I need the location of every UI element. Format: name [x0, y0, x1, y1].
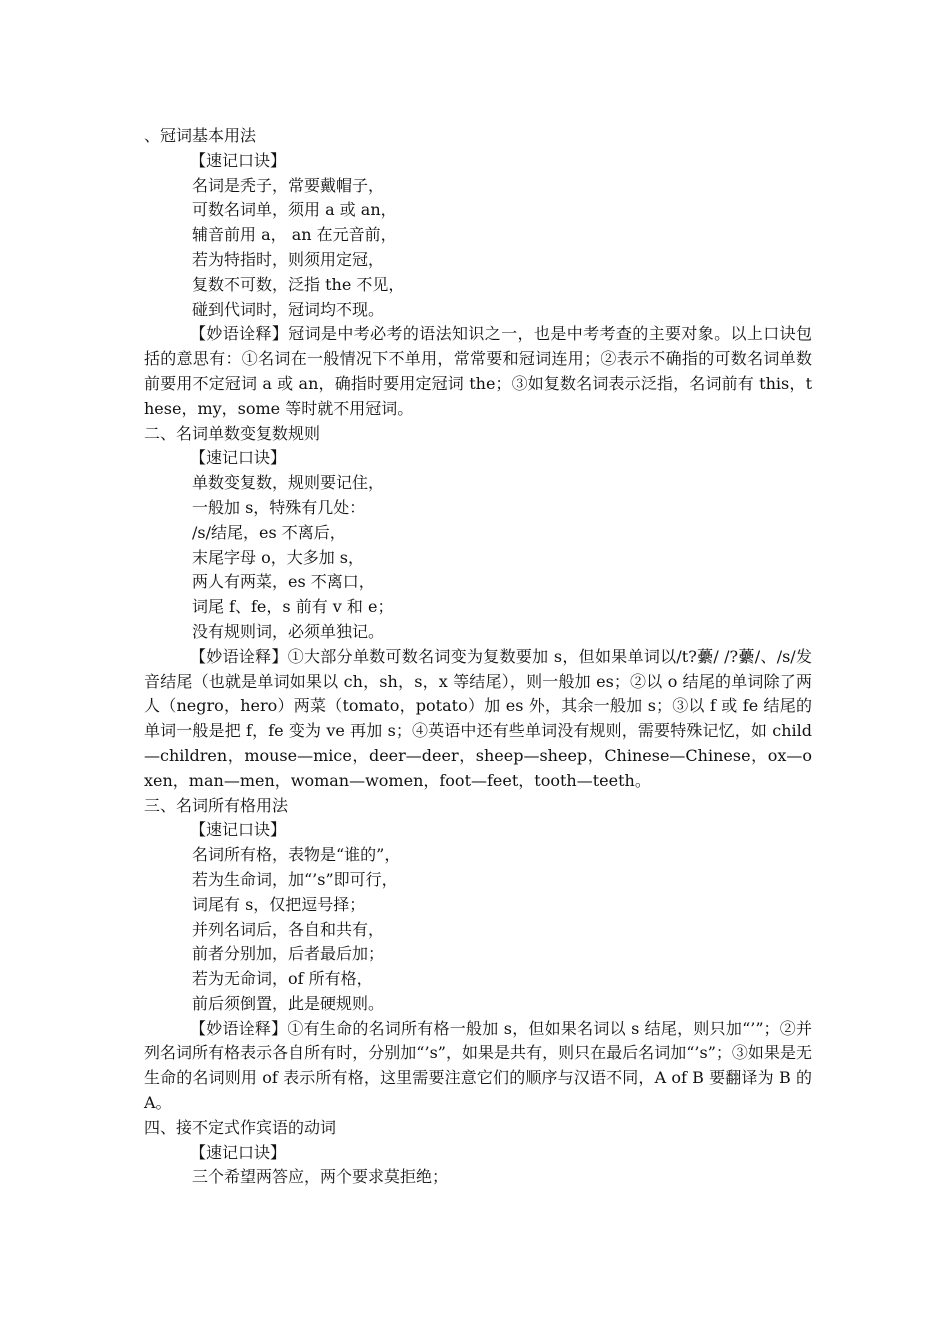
mnemonic-verse: 复数不可数，泛指 the 不见，: [192, 274, 405, 294]
mnemonic-tag: 【速记口诀】: [190, 150, 287, 170]
mnemonic-verse: 名词所有格，表物是“谁的”，: [192, 845, 401, 865]
mnemonic-verse: 三个希望两答应，两个要求莫拒绝；: [192, 1167, 449, 1187]
mnemonic-verse: 辅音前用 a， an 在元音前，: [192, 225, 397, 245]
explanation-paragraph: 【妙语诠释】冠词是中考必考的语法知识之一，也是中考考查的主要对象。以上口诀包括的意思有：①名词在一般情况下不单用，常常要和冠词连用；②表示不确指的可数名词单数前要用不定冠词 a 或 an，确指时要用定冠词 the；③如复数名词表示泛指，名词前有 this，these，my，some 等时就不用冠词。: [144, 324, 812, 418]
mnemonic-verse: 前后须倒置，此是硬规则。: [192, 993, 385, 1013]
mnemonic-verse: 可数名词单，须用 a 或 an，: [192, 200, 397, 220]
explanation-paragraph: 【妙语诠释】①大部分单数可数名词变为复数要加 s，但如果单词以/t?虆/ /?虆/、/s/发音结尾（也就是单词如果以 ch，sh，s，x 等结尾），则一般加 es；②以 o 结尾的单词除了两人（negro，hero）两菜（tomato，potato）加 es 外，其余一般加 s；③以 f 或 fe 结尾的单词一般是把 f，fe 变为 ve 再加 s；④英语中还有些单词没有规则，需要特殊记忆，如 child—children，mouse—mice，deer—deer，sheep—sheep，Chinese—Chinese，ox—oxen，man—men，woman—women，foot—feet，tooth—teeth。: [144, 646, 812, 790]
mnemonic-verse: /s/结尾，es 不离后，: [192, 522, 346, 542]
mnemonic-verse: 末尾字母 o，大多加 s，: [192, 547, 365, 567]
explanation-paragraph: 【妙语诠释】①有生命的名词所有格一般加 s，但如果名词以 s 结尾，则只加“’”；②并列名词所有格表示各自所有时，分别加“’s”，如果是共有，则只在最后名词加“’s”；③如果是无生命的名词则用 of 表示所有格，这里需要注意它们的顺序与汉语不同，A of B 要翻译为 B 的 A。: [144, 1018, 812, 1113]
mnemonic-verse: 词尾有 s，仅把逗号择；: [192, 894, 366, 914]
mnemonic-verse: 没有规则词，必须单独记。: [192, 621, 385, 641]
section-heading: 二、名词单数变复数规则: [144, 423, 321, 443]
mnemonic-verse: 单数变复数，规则要记住，: [192, 473, 385, 493]
section-heading: 三、名词所有格用法: [144, 795, 289, 815]
mnemonic-verse: 若为无命词，of 所有格，: [192, 969, 373, 989]
mnemonic-verse: 并列名词后，各自和共有，: [192, 919, 385, 939]
document-body: [144, 124, 812, 1190]
mnemonic-tag: 【速记口诀】: [190, 448, 287, 468]
mnemonic-verse: 碰到代词时，冠词均不现。: [192, 299, 385, 319]
mnemonic-tag: 【速记口诀】: [190, 820, 287, 840]
mnemonic-verse: 一般加 s，特殊有几处：: [192, 497, 366, 517]
mnemonic-verse: 名词是秃子，常要戴帽子，: [192, 175, 385, 195]
mnemonic-verse: 词尾 f、fe，s 前有 v 和 e；: [192, 597, 394, 617]
section-heading: 、冠词基本用法: [144, 126, 257, 145]
mnemonic-verse: 两人有两菜，es 不离口，: [192, 572, 375, 592]
section-heading: 四、接不定式作宾语的动词: [144, 1117, 337, 1137]
mnemonic-verse: 前者分别加，后者最后加；: [192, 944, 385, 964]
mnemonic-verse: 若为生命词，加“’s”即可行，: [192, 869, 398, 889]
mnemonic-tag: 【速记口诀】: [190, 1142, 287, 1162]
mnemonic-verse: 若为特指时，则须用定冠，: [192, 249, 385, 269]
